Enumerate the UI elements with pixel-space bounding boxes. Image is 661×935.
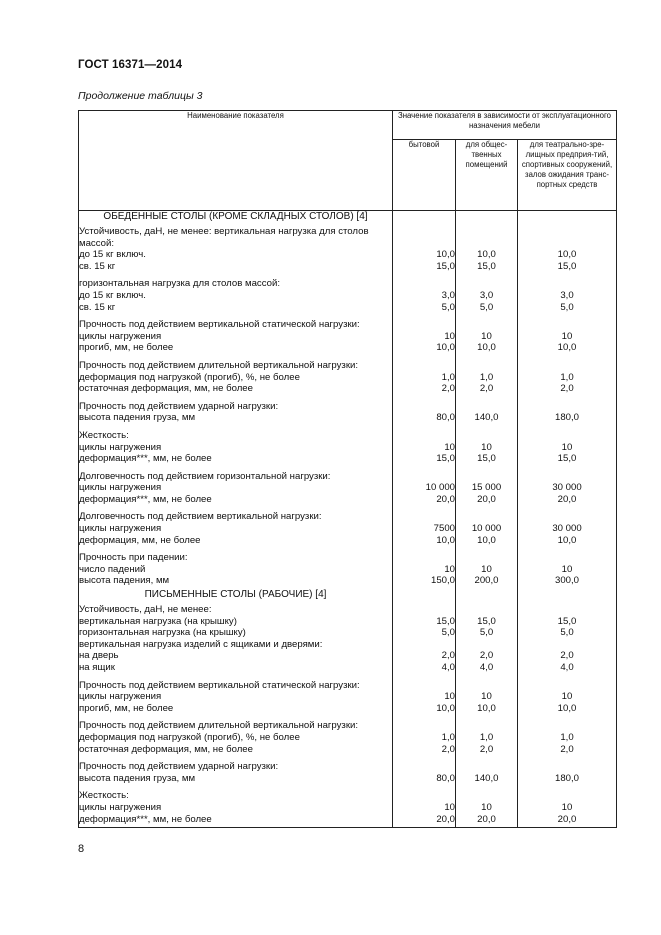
household-value-cell	[393, 274, 456, 315]
indicator-name-line: горизонтальная нагрузка для столов массой:	[79, 278, 280, 290]
household-value-line: 10	[444, 801, 455, 813]
household-value-cell	[393, 786, 456, 827]
theatre-value-line: 2,0	[560, 743, 574, 755]
theatre-value-line	[518, 401, 616, 413]
household-value-line	[393, 639, 455, 651]
indicator-name-line: прогиб, мм, не более	[79, 702, 174, 714]
public-value-line: 200,0	[474, 575, 499, 587]
indicator-name-line: Прочность под действием вертикальной статической нагрузки:	[79, 679, 360, 691]
theatre-value-cell	[518, 786, 617, 827]
indicator-name-line: деформация***, мм, не более	[79, 813, 212, 825]
theatre-value-line: 30 000	[552, 482, 582, 494]
indicator-table	[78, 110, 617, 828]
indicator-name-cell	[79, 601, 393, 676]
indicator-name-cell	[79, 274, 393, 315]
indicator-name-line: циклы нагружения	[79, 691, 162, 703]
theatre-value-line	[518, 238, 616, 250]
indicator-name-cell	[79, 757, 393, 786]
theatre-value-line	[518, 319, 616, 331]
indicator-name-line: до 15 кг включ.	[79, 249, 146, 261]
public-value-cell	[456, 601, 518, 676]
indicator-name-line: число падений	[79, 563, 146, 575]
public-value-line: 10	[481, 563, 492, 575]
indicator-name-line: деформация под нагрузкой (прогиб), %, не более	[79, 371, 300, 383]
theatre-value-line: 10,0	[557, 702, 577, 714]
indicator-name-line: остаточная деформация, мм, не более	[79, 743, 253, 755]
indicator-name-line: прогиб, мм, не более	[79, 342, 174, 354]
theatre-value-line: 4,0	[560, 662, 574, 673]
theatre-value-cell	[518, 426, 617, 467]
indicator-name-line: высота падения груза, мм	[79, 772, 196, 784]
indicator-name-line: высота падения груза, мм	[79, 412, 196, 424]
theatre-value-line: 180,0	[555, 772, 580, 784]
household-column-header: бытовой	[393, 140, 456, 211]
indicator-name-cell	[79, 397, 393, 426]
indicator-row	[79, 356, 617, 397]
indicator-name-line: циклы нагружения	[79, 523, 162, 535]
public-value-line: 10 000	[471, 523, 502, 535]
indicator-row	[79, 676, 617, 717]
indicator-name-line: Долговечность под действием вертикальной нагрузки:	[79, 511, 322, 523]
household-value-line	[393, 511, 455, 523]
indicator-name-cell	[79, 676, 393, 717]
theatre-value-line: 10	[561, 563, 573, 575]
household-value-line: 2,0	[441, 383, 455, 395]
indicator-row	[79, 467, 617, 508]
public-value-line: 3,0	[479, 289, 494, 301]
indicator-name-cell	[79, 548, 393, 589]
household-value-line	[393, 604, 455, 616]
indicator-row	[79, 548, 617, 589]
household-value-line: 5,0	[441, 301, 455, 313]
section-title: ПИСЬМЕННЫЕ СТОЛЫ (РАБОЧИЕ) [4]	[79, 589, 393, 601]
theatre-value-line	[518, 720, 616, 732]
public-value-line: 1,0	[479, 731, 494, 743]
theatre-value-line: 30 000	[552, 523, 582, 535]
household-value-cell	[393, 507, 456, 548]
theatre-value-line	[518, 761, 616, 773]
indicator-name-line: Устойчивость, даН, не менее: вертикальная нагрузка для столов	[79, 226, 369, 237]
theatre-value-line: 10	[561, 691, 573, 703]
indicator-name-line: вертикальная нагрузка изделий с ящиками и дверями:	[79, 638, 323, 650]
public-value-line	[456, 790, 517, 802]
indicator-row	[79, 757, 617, 786]
theatre-value-cell	[518, 223, 617, 274]
household-value-line	[393, 471, 455, 483]
public-value-line: 2,0	[479, 383, 494, 395]
household-value-cell	[393, 223, 456, 274]
household-value-line: 2,0	[441, 743, 455, 755]
indicator-name-line: на дверь	[79, 650, 119, 662]
theatre-value-cell	[518, 315, 617, 356]
indicator-name-line: Прочность под действием ударной нагрузки:	[79, 400, 279, 412]
household-value-line: 1,0	[441, 371, 455, 383]
household-value-cell	[393, 548, 456, 589]
public-value-line	[456, 278, 517, 290]
indicator-row	[79, 315, 617, 356]
public-value-line: 10,0	[477, 249, 496, 261]
household-value-line	[393, 720, 455, 732]
indicator-name-line: массой:	[79, 237, 114, 249]
theatre-value-cell	[518, 757, 617, 786]
household-value-line	[393, 790, 455, 802]
public-value-line	[456, 430, 517, 442]
public-value-line	[456, 319, 517, 331]
public-value-cell	[456, 507, 518, 548]
household-value-line: 15,0	[436, 615, 455, 627]
theatre-value-line: 5,0	[560, 301, 574, 313]
household-value-line: 10,0	[436, 249, 455, 261]
public-value-line: 20,0	[477, 813, 496, 825]
public-value-cell	[456, 548, 518, 589]
theatre-value-line: 300,0	[555, 575, 580, 587]
indicator-name-line: св. 15 кг	[79, 301, 116, 313]
indicator-name-line: Долговечность под действием горизонтальной нагрузки:	[79, 470, 331, 482]
public-value-line	[456, 604, 517, 616]
section-title: ОБЕДЕННЫЕ СТОЛЫ (КРОМЕ СКЛАДНЫХ СТОЛОВ) [4]	[79, 211, 393, 224]
indicator-name-line: деформация***, мм, не более	[79, 493, 212, 505]
section-title-row	[79, 589, 617, 601]
public-value-line: 10	[481, 691, 492, 703]
theatre-value-line: 15,0	[557, 615, 577, 627]
theatre-value-cell	[518, 467, 617, 508]
section-title-empty-cell	[518, 589, 617, 601]
theatre-value-cell	[518, 274, 617, 315]
indicator-row	[79, 274, 617, 315]
indicator-name-cell	[79, 223, 393, 274]
theatre-value-line: 15,0	[557, 260, 577, 272]
indicator-name-line: Прочность под действием длительной вертикальной нагрузки:	[79, 720, 359, 732]
public-value-line	[456, 639, 517, 651]
indicator-name-line: Устойчивость, даН, не менее:	[79, 604, 212, 616]
public-value-line: 5,0	[479, 301, 494, 313]
indicator-name-line: Прочность под действием вертикальной статической нагрузки:	[79, 319, 360, 331]
household-value-cell	[393, 356, 456, 397]
indicator-name-header: Наименование показателя	[79, 111, 393, 211]
household-value-line	[393, 226, 455, 238]
public-value-line	[456, 680, 517, 692]
household-value-line: 2,0	[441, 650, 455, 662]
household-value-line	[393, 430, 455, 442]
indicator-name-line: циклы нагружения	[79, 330, 162, 342]
indicator-name-line: остаточная деформация, мм, не более	[79, 383, 253, 395]
public-value-cell	[456, 716, 518, 757]
household-value-line: 10	[444, 691, 455, 703]
public-value-cell	[456, 274, 518, 315]
theatre-value-line: 10,0	[557, 534, 577, 546]
household-value-line: 10,0	[436, 342, 455, 354]
theatre-value-line	[518, 604, 616, 616]
public-value-line: 10	[481, 801, 492, 813]
indicator-name-line: Жесткость:	[79, 429, 129, 441]
theatre-value-line: 1,0	[560, 731, 574, 743]
theatre-value-line: 2,0	[560, 650, 574, 662]
household-value-cell	[393, 315, 456, 356]
public-value-line: 10	[481, 441, 492, 453]
public-value-line: 15,0	[477, 260, 496, 272]
indicator-name-line: до 15 кг включ.	[79, 289, 146, 301]
purpose-group-header: Значение показателя в зависимости от эксплуатационного назначения мебели	[393, 111, 617, 140]
household-value-line: 10,0	[436, 534, 455, 546]
theatre-value-line: 10,0	[557, 342, 577, 354]
household-value-line: 1,0	[441, 731, 455, 743]
theatre-value-line	[518, 790, 616, 802]
theatre-value-cell	[518, 601, 617, 676]
theatre-value-cell	[518, 716, 617, 757]
table-body	[79, 211, 617, 828]
public-value-cell	[456, 397, 518, 426]
public-value-line: 15,0	[477, 615, 496, 627]
theatre-value-line	[518, 639, 616, 651]
household-value-line	[393, 401, 455, 413]
public-value-line: 5,0	[479, 627, 494, 639]
household-value-cell	[393, 467, 456, 508]
public-value-line	[456, 360, 517, 372]
table-continuation-caption: Продолжение таблицы 3	[78, 90, 203, 102]
section-title-empty-cell	[456, 211, 518, 224]
household-value-line	[393, 238, 455, 250]
public-value-line	[456, 761, 517, 773]
public-value-line: 2,0	[479, 743, 494, 755]
public-value-cell	[456, 786, 518, 827]
household-value-line: 10	[444, 563, 455, 575]
household-value-line: 80,0	[436, 412, 455, 424]
household-value-cell	[393, 397, 456, 426]
public-value-cell	[456, 315, 518, 356]
public-value-cell	[456, 356, 518, 397]
household-value-line: 10 000	[425, 482, 455, 494]
theatre-value-line	[518, 360, 616, 372]
indicator-name-line: на ящик	[79, 662, 115, 673]
household-value-line: 80,0	[436, 772, 455, 784]
indicator-name-cell	[79, 507, 393, 548]
indicator-name-cell	[79, 315, 393, 356]
theatre-value-cell	[518, 356, 617, 397]
document-code: ГОСТ 16371—2014	[78, 59, 183, 71]
household-value-line: 150,0	[430, 575, 455, 587]
theatre-value-line: 3,0	[560, 289, 574, 301]
theatre-value-line	[518, 278, 616, 290]
theatre-value-line: 20,0	[557, 493, 577, 505]
indicator-name-line: Прочность под действием ударной нагрузки:	[79, 761, 279, 773]
indicator-row	[79, 601, 617, 676]
public-value-line: 4,0	[479, 662, 494, 673]
indicator-name-line: деформация***, мм, не более	[79, 453, 212, 465]
indicator-name-cell	[79, 716, 393, 757]
indicator-name-line: горизонтальная нагрузка (на крышку)	[79, 627, 246, 639]
household-value-cell	[393, 716, 456, 757]
public-value-cell	[456, 467, 518, 508]
theatre-value-line: 20,0	[557, 813, 577, 825]
indicator-name-line: деформация под нагрузкой (прогиб), %, не более	[79, 731, 300, 743]
public-value-cell	[456, 676, 518, 717]
indicator-name-line: деформация, мм, не более	[79, 534, 201, 546]
public-value-line	[456, 471, 517, 483]
household-value-line	[393, 319, 455, 331]
household-value-cell	[393, 601, 456, 676]
public-value-line	[456, 401, 517, 413]
indicator-row	[79, 716, 617, 757]
indicator-name-line: вертикальная нагрузка (на крышку)	[79, 615, 237, 627]
public-value-cell	[456, 757, 518, 786]
theatre-value-line	[518, 226, 616, 238]
theatre-value-line	[518, 430, 616, 442]
public-value-line: 10,0	[477, 702, 496, 714]
household-value-line: 20,0	[436, 813, 455, 825]
theatre-sports-column-header: для театрально-зре-лищных предприя-тий, спортивных сооружений, залов ожидания транс-портных средств	[518, 140, 617, 211]
theatre-value-line: 10	[561, 330, 573, 342]
theatre-value-cell	[518, 507, 617, 548]
public-value-line: 15 000	[471, 482, 502, 494]
household-value-line: 5,0	[441, 627, 455, 639]
indicator-name-cell	[79, 467, 393, 508]
household-value-line: 7500	[433, 523, 455, 535]
theatre-value-line: 5,0	[560, 627, 574, 639]
theatre-value-line: 10	[561, 441, 573, 453]
household-value-cell	[393, 676, 456, 717]
section-title-row	[79, 211, 617, 224]
indicator-row	[79, 786, 617, 827]
public-value-line: 10,0	[477, 534, 496, 546]
indicator-row	[79, 507, 617, 548]
indicator-name-cell	[79, 426, 393, 467]
theatre-value-line: 180,0	[555, 412, 580, 424]
household-value-line: 10	[444, 441, 455, 453]
indicator-name-line: Прочность при падении:	[79, 552, 188, 564]
section-title-empty-cell	[393, 589, 456, 601]
indicator-name-line: Жесткость:	[79, 790, 129, 802]
theatre-value-line	[518, 511, 616, 523]
household-value-line: 15,0	[436, 453, 455, 465]
public-value-line: 140,0	[474, 772, 499, 784]
indicator-name-line: Прочность под действием длительной вертикальной нагрузки:	[79, 359, 359, 371]
household-value-line: 3,0	[441, 289, 455, 301]
public-value-line: 1,0	[479, 371, 494, 383]
household-value-line: 4,0	[441, 662, 455, 673]
indicator-name-cell	[79, 786, 393, 827]
theatre-value-cell	[518, 548, 617, 589]
theatre-value-line	[518, 552, 616, 564]
indicator-row	[79, 397, 617, 426]
public-value-line: 20,0	[477, 493, 496, 505]
theatre-value-cell	[518, 397, 617, 426]
theatre-value-line: 15,0	[557, 453, 577, 465]
household-value-line	[393, 552, 455, 564]
theatre-value-line: 1,0	[560, 371, 574, 383]
public-value-line	[456, 226, 517, 238]
public-value-line	[456, 511, 517, 523]
indicator-name-cell	[79, 356, 393, 397]
indicator-name-line: циклы нагружения	[79, 441, 162, 453]
household-value-line	[393, 360, 455, 372]
indicator-row	[79, 223, 617, 274]
indicator-row	[79, 426, 617, 467]
household-value-cell	[393, 426, 456, 467]
household-value-line: 10	[444, 330, 455, 342]
household-value-line: 15,0	[436, 260, 455, 272]
theatre-value-cell	[518, 676, 617, 717]
page-number: 8	[78, 843, 85, 855]
theatre-value-line: 2,0	[560, 383, 574, 395]
public-value-cell	[456, 223, 518, 274]
public-value-line: 2,0	[479, 650, 494, 662]
public-premises-column-header: для общес-твенных помещений	[456, 140, 518, 211]
indicator-name-line: св. 15 кг	[79, 260, 116, 272]
public-value-line: 140,0	[474, 412, 499, 424]
public-value-line: 15,0	[477, 453, 496, 465]
public-value-line	[456, 720, 517, 732]
household-value-line	[393, 680, 455, 692]
public-value-line	[456, 238, 517, 250]
section-title-empty-cell	[518, 211, 617, 224]
section-title-empty-cell	[456, 589, 518, 601]
public-value-line: 10	[481, 330, 492, 342]
household-value-line	[393, 278, 455, 290]
theatre-value-line	[518, 680, 616, 692]
public-value-cell	[456, 426, 518, 467]
household-value-line: 10,0	[436, 702, 455, 714]
household-value-line	[393, 761, 455, 773]
theatre-value-line	[518, 471, 616, 483]
public-value-line	[456, 552, 517, 564]
indicator-name-line: высота падения, мм	[79, 575, 170, 587]
theatre-value-line: 10	[561, 801, 573, 813]
indicator-name-line: циклы нагружения	[79, 801, 162, 813]
public-value-line: 10,0	[477, 342, 496, 354]
indicator-name-line: циклы нагружения	[79, 482, 162, 494]
theatre-value-line: 10,0	[557, 249, 577, 261]
household-value-cell	[393, 757, 456, 786]
household-value-line: 20,0	[436, 493, 455, 505]
section-title-empty-cell	[393, 211, 456, 224]
